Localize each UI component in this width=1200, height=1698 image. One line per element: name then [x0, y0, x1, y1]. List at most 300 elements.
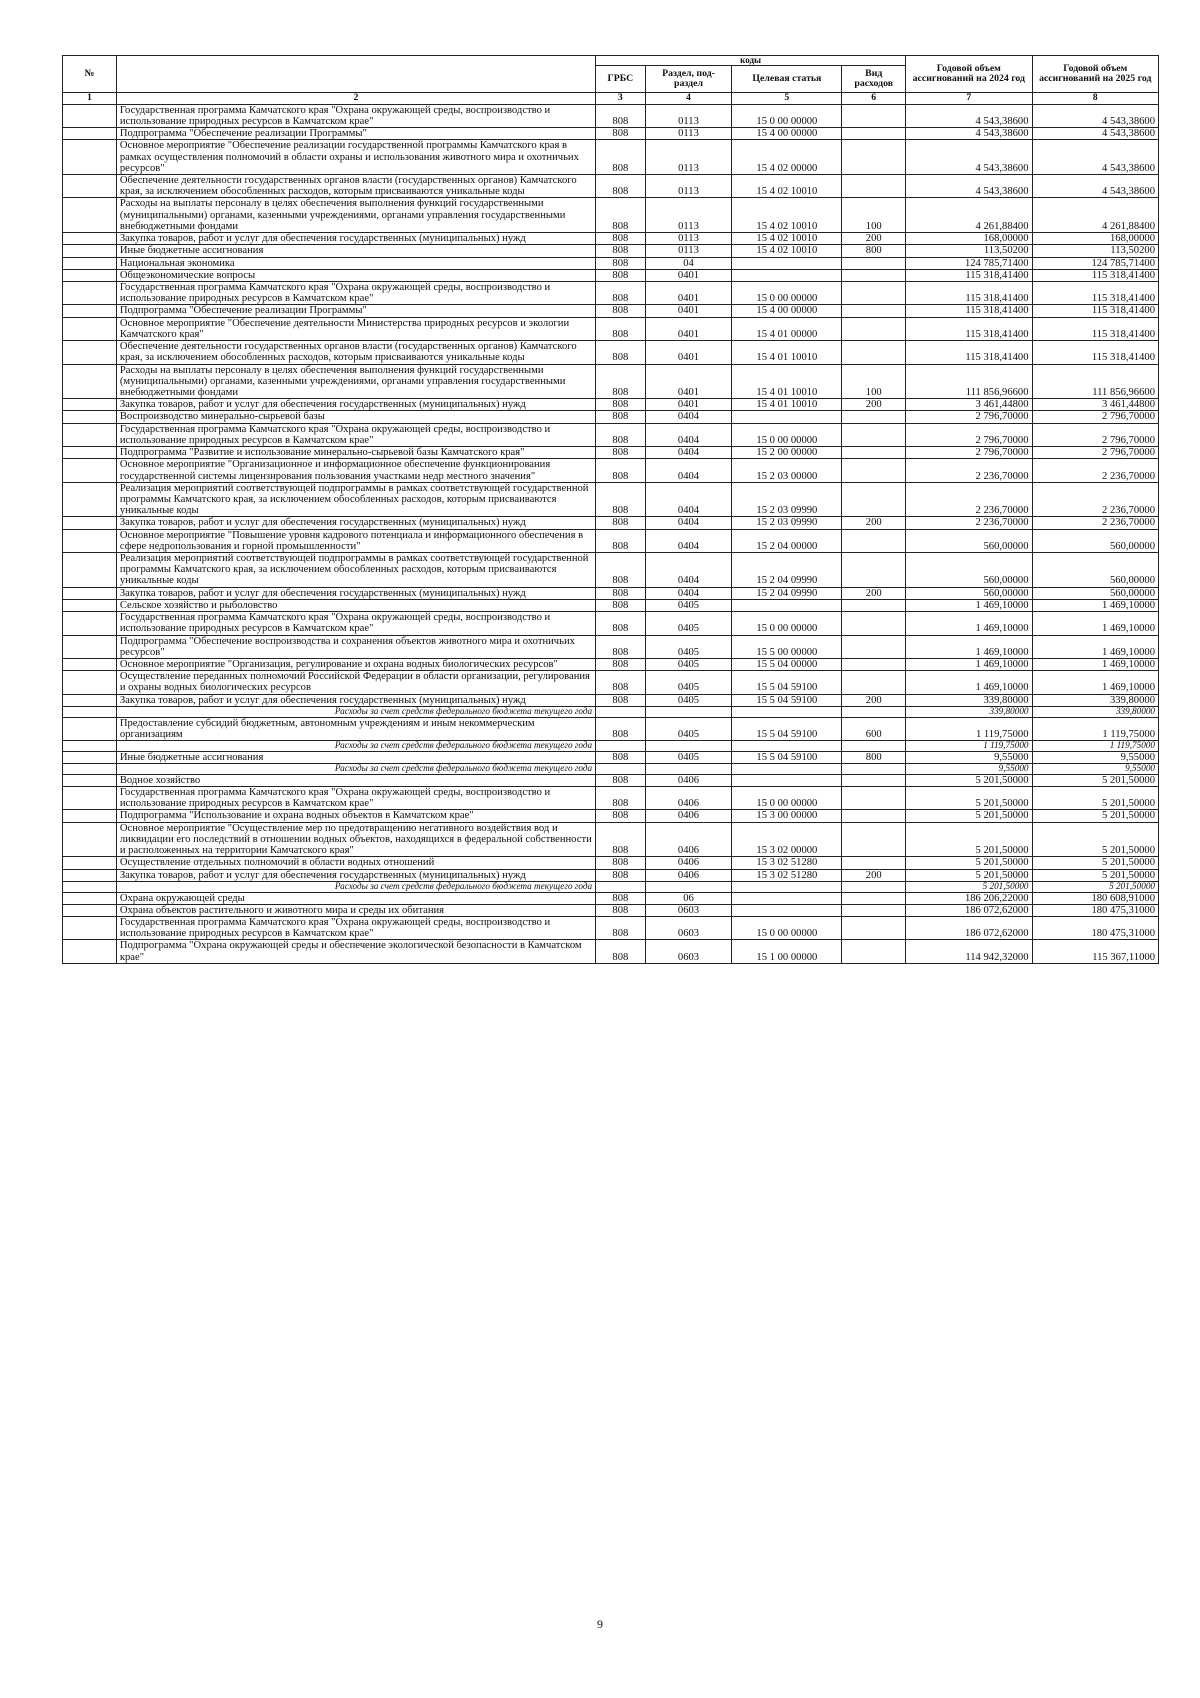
cell-desc: Закупка товаров, работ и услуг для обеспечения государственных (муниципальных) нужд: [116, 694, 595, 706]
cell-num: [63, 717, 117, 740]
cell-desc: Реализация мероприятий соответствующей подпрограммы в рамках соответствующей государственной программы Камчатского края, за исключением обособленных расходов, которым присваиваются уникальные коды: [116, 482, 595, 517]
cell-rz: 0401: [645, 305, 732, 317]
cell-v25: 168,00000: [1032, 233, 1158, 245]
cell-v25: 9,55000: [1032, 751, 1158, 763]
cell-grbs: 808: [596, 257, 645, 269]
cell-v24: 124 785,71400: [906, 257, 1032, 269]
cell-grbs: 808: [596, 659, 645, 671]
cell-vr: [842, 175, 906, 198]
cell-v25: 4 543,38600: [1032, 128, 1158, 140]
header-razdel: Раздел, под-раздел: [645, 66, 732, 93]
table-row: [63, 233, 1159, 245]
table-row: [63, 269, 1159, 281]
cell-num: [63, 104, 117, 127]
cell-v24: 5 201,50000: [906, 787, 1032, 810]
cell-num: [63, 175, 117, 198]
cell-num: [63, 423, 117, 446]
cell-v25: 5 201,50000: [1032, 881, 1158, 892]
cell-vr: [842, 257, 906, 269]
cell-v25: 339,80000: [1032, 694, 1158, 706]
cell-cs: 15 0 00 00000: [732, 612, 842, 635]
table-row: [63, 317, 1159, 340]
cell-v25: 1 119,75000: [1032, 741, 1158, 752]
header-grbs: ГРБС: [596, 66, 645, 93]
cell-v25: 180 475,31000: [1032, 904, 1158, 916]
cell-cs: 15 3 02 51280: [732, 869, 842, 881]
table-row: [63, 587, 1159, 599]
cell-grbs: 808: [596, 612, 645, 635]
cell-grbs: 808: [596, 140, 645, 175]
cell-rz: 0603: [645, 940, 732, 963]
cell-vr: [842, 269, 906, 281]
cell-v24: 1 469,10000: [906, 612, 1032, 635]
table-row: [63, 245, 1159, 257]
cell-num: [63, 599, 117, 611]
cell-desc: Государственная программа Камчатского края "Охрана окружающей среды, воспроизводство и использование природных ресурсов в Камчатском крае": [116, 423, 595, 446]
cell-num: [63, 364, 117, 399]
cell-cs: [732, 706, 842, 717]
cell-vr: [842, 341, 906, 364]
cell-vr: 200: [842, 869, 906, 881]
cell-cs: 15 4 02 10010: [732, 198, 842, 233]
cell-v24: 4 261,88400: [906, 198, 1032, 233]
cell-desc: Предоставление субсидий бюджетным, автономным учреждениям и иным некоммерческим организациям: [116, 717, 595, 740]
cell-vr: [842, 940, 906, 963]
table-row: [63, 810, 1159, 822]
cell-cs: 15 2 03 09990: [732, 482, 842, 517]
cell-num: [63, 245, 117, 257]
cell-v25: 115 318,41400: [1032, 305, 1158, 317]
cell-num: [63, 529, 117, 552]
table-row: [63, 717, 1159, 740]
cell-vr: [842, 553, 906, 588]
cell-rz: 0405: [645, 599, 732, 611]
cell-num: [63, 774, 117, 786]
cell-v25: 115 367,11000: [1032, 940, 1158, 963]
table-row: [63, 140, 1159, 175]
cell-v25: 1 469,10000: [1032, 659, 1158, 671]
cell-vr: [842, 916, 906, 939]
cell-v24: 2 236,70000: [906, 459, 1032, 482]
cell-cs: 15 4 02 00000: [732, 140, 842, 175]
cell-rz: 0406: [645, 869, 732, 881]
cell-grbs: 808: [596, 694, 645, 706]
cell-desc: Государственная программа Камчатского края "Охрана окружающей среды, воспроизводство и использование природных ресурсов в Камчатском крае": [116, 612, 595, 635]
cell-desc: Основное мероприятие "Организация, регулирование и охрана водных биологических ресурсов": [116, 659, 595, 671]
cell-num: [63, 140, 117, 175]
cell-vr: [842, 140, 906, 175]
table-row: [63, 659, 1159, 671]
colnum: 8: [1032, 93, 1158, 104]
cell-cs: 15 4 01 10010: [732, 399, 842, 411]
cell-v25: 124 785,71400: [1032, 257, 1158, 269]
table-row: [63, 529, 1159, 552]
cell-rz: 0405: [645, 612, 732, 635]
cell-grbs: 808: [596, 128, 645, 140]
cell-desc: Государственная программа Камчатского края "Охрана окружающей среды, воспроизводство и использование природных ресурсов в Камчатском крае": [116, 916, 595, 939]
cell-cs: [732, 904, 842, 916]
cell-cs: 15 3 02 00000: [732, 822, 842, 857]
cell-grbs: 808: [596, 751, 645, 763]
page-number: 9: [597, 1617, 603, 1631]
cell-v24: 5 201,50000: [906, 857, 1032, 869]
cell-v24: 115 318,41400: [906, 317, 1032, 340]
cell-cs: 15 5 04 59100: [732, 694, 842, 706]
header-vol2024: Годовой объем ассигнований на 2024 год: [906, 56, 1032, 93]
cell-v25: 1 469,10000: [1032, 599, 1158, 611]
cell-v24: 115 318,41400: [906, 305, 1032, 317]
colnum: 6: [842, 93, 906, 104]
cell-rz: 0401: [645, 399, 732, 411]
cell-num: [63, 822, 117, 857]
cell-v25: 2 796,70000: [1032, 423, 1158, 446]
cell-v24: 1 469,10000: [906, 671, 1032, 694]
table-row: [63, 612, 1159, 635]
table-row: [63, 671, 1159, 694]
cell-rz: 0406: [645, 822, 732, 857]
cell-num: [63, 706, 117, 717]
table-row: [63, 411, 1159, 423]
cell-cs: [732, 741, 842, 752]
cell-v24: 5 201,50000: [906, 774, 1032, 786]
cell-cs: 15 0 00 00000: [732, 423, 842, 446]
header-codes: коды: [596, 56, 906, 66]
cell-num: [63, 751, 117, 763]
cell-v25: 115 318,41400: [1032, 317, 1158, 340]
cell-desc: Расходы за счет средств федерального бюджета текущего года: [116, 741, 595, 752]
cell-v24: 4 543,38600: [906, 128, 1032, 140]
cell-rz: 0405: [645, 751, 732, 763]
cell-num: [63, 269, 117, 281]
cell-num: [63, 447, 117, 459]
cell-cs: [732, 774, 842, 786]
cell-v24: 560,00000: [906, 553, 1032, 588]
table-row: [63, 635, 1159, 658]
federal-funds-row: [63, 706, 1159, 717]
table-row: [63, 940, 1159, 963]
cell-desc: Государственная программа Камчатского края "Охрана окружающей среды, воспроизводство и использование природных ресурсов в Камчатском крае": [116, 104, 595, 127]
cell-vr: [842, 810, 906, 822]
cell-v24: 114 942,32000: [906, 940, 1032, 963]
cell-v25: 5 201,50000: [1032, 774, 1158, 786]
table-row: [63, 599, 1159, 611]
cell-vr: [842, 659, 906, 671]
cell-desc: Подпрограмма "Обеспечение реализации Программы": [116, 305, 595, 317]
cell-desc: Реализация мероприятий соответствующей подпрограммы в рамках соответствующей государственной программы Камчатского края, за исключением обособленных расходов, которым присваиваются уникальные коды: [116, 553, 595, 588]
cell-v24: 186 072,62000: [906, 904, 1032, 916]
cell-grbs: 808: [596, 822, 645, 857]
cell-num: [63, 517, 117, 529]
cell-cs: 15 5 04 59100: [732, 717, 842, 740]
cell-num: [63, 671, 117, 694]
cell-rz: 06: [645, 892, 732, 904]
cell-desc: Закупка товаров, работ и услуг для обеспечения государственных (муниципальных) нужд: [116, 587, 595, 599]
table-row: [63, 257, 1159, 269]
cell-v24: 2 236,70000: [906, 482, 1032, 517]
cell-cs: 15 4 01 10010: [732, 364, 842, 399]
cell-rz: 0405: [645, 694, 732, 706]
table-row: [63, 787, 1159, 810]
cell-v25: 5 201,50000: [1032, 857, 1158, 869]
cell-cs: 15 5 00 00000: [732, 635, 842, 658]
cell-cs: 15 3 02 51280: [732, 857, 842, 869]
cell-desc: Основное мероприятие "Обеспечение деятельности Министерства природных ресурсов и экологии Камчатского края": [116, 317, 595, 340]
cell-grbs: 808: [596, 599, 645, 611]
cell-grbs: [596, 741, 645, 752]
cell-grbs: 808: [596, 305, 645, 317]
cell-vr: [842, 305, 906, 317]
table-row: [63, 447, 1159, 459]
cell-desc: Подпрограмма "Охрана окружающей среды и обеспечение экологической безопасности в Камчатском крае": [116, 940, 595, 963]
cell-desc: Основное мероприятие "Осуществление мер по предотвращению негативного воздействия вод и ликвидации его последствий в отношении водных объектов, находящихся в федеральной собственности и расположенных на территории Камчатского края": [116, 822, 595, 857]
cell-vr: 600: [842, 717, 906, 740]
cell-rz: [645, 764, 732, 775]
cell-v24: 5 201,50000: [906, 869, 1032, 881]
cell-v24: 5 201,50000: [906, 822, 1032, 857]
cell-v25: 115 318,41400: [1032, 269, 1158, 281]
cell-v24: 186 206,22000: [906, 892, 1032, 904]
cell-cs: 15 4 02 10010: [732, 175, 842, 198]
cell-v24: 2 796,70000: [906, 423, 1032, 446]
cell-vr: [842, 128, 906, 140]
cell-rz: [645, 706, 732, 717]
cell-vr: [842, 612, 906, 635]
cell-v25: 4 261,88400: [1032, 198, 1158, 233]
cell-vr: [842, 447, 906, 459]
cell-grbs: 808: [596, 904, 645, 916]
cell-v25: 4 543,38600: [1032, 140, 1158, 175]
federal-funds-row: [63, 764, 1159, 775]
cell-vr: [842, 635, 906, 658]
table-row: [63, 904, 1159, 916]
cell-grbs: 808: [596, 198, 645, 233]
cell-rz: 0405: [645, 671, 732, 694]
table-row: [63, 459, 1159, 482]
cell-v24: 560,00000: [906, 587, 1032, 599]
cell-grbs: 808: [596, 341, 645, 364]
cell-grbs: [596, 881, 645, 892]
cell-cs: 15 4 02 10010: [732, 233, 842, 245]
cell-num: [63, 764, 117, 775]
header-desc: [116, 56, 595, 93]
cell-num: [63, 198, 117, 233]
cell-v25: 2 236,70000: [1032, 482, 1158, 517]
cell-vr: 200: [842, 587, 906, 599]
cell-v25: 1 119,75000: [1032, 717, 1158, 740]
cell-vr: 800: [842, 245, 906, 257]
table-row: [63, 423, 1159, 446]
cell-num: [63, 635, 117, 658]
cell-grbs: 808: [596, 245, 645, 257]
cell-v25: 5 201,50000: [1032, 787, 1158, 810]
cell-v25: 111 856,96600: [1032, 364, 1158, 399]
cell-v24: 5 201,50000: [906, 881, 1032, 892]
cell-num: [63, 257, 117, 269]
cell-rz: 0405: [645, 717, 732, 740]
cell-v25: 5 201,50000: [1032, 869, 1158, 881]
cell-v25: 2 796,70000: [1032, 411, 1158, 423]
cell-num: [63, 892, 117, 904]
cell-grbs: 808: [596, 774, 645, 786]
cell-v25: 560,00000: [1032, 553, 1158, 588]
cell-cs: 15 5 04 59100: [732, 671, 842, 694]
cell-cs: 15 5 04 00000: [732, 659, 842, 671]
cell-desc: Расходы на выплаты персоналу в целях обеспечения выполнения функций государственными (муниципальными) органами, казенными учреждениями, органами управления государственными внебюджетными фондами: [116, 198, 595, 233]
table-row: [63, 553, 1159, 588]
cell-v24: 2 796,70000: [906, 411, 1032, 423]
cell-cs: 15 2 03 00000: [732, 459, 842, 482]
cell-v25: 5 201,50000: [1032, 822, 1158, 857]
cell-vr: 200: [842, 517, 906, 529]
cell-vr: [842, 459, 906, 482]
cell-cs: 15 4 00 00000: [732, 128, 842, 140]
table-row: [63, 916, 1159, 939]
cell-rz: 0404: [645, 459, 732, 482]
cell-desc: Воспроизводство минерально-сырьевой базы: [116, 411, 595, 423]
cell-num: [63, 787, 117, 810]
cell-desc: Закупка товаров, работ и услуг для обеспечения государственных (муниципальных) нужд: [116, 233, 595, 245]
cell-rz: 0401: [645, 364, 732, 399]
cell-cs: [732, 257, 842, 269]
cell-rz: 0113: [645, 175, 732, 198]
cell-grbs: 808: [596, 940, 645, 963]
cell-rz: 0401: [645, 269, 732, 281]
table-row: [63, 104, 1159, 127]
cell-vr: [842, 904, 906, 916]
cell-v25: 5 201,50000: [1032, 810, 1158, 822]
cell-v25: 1 469,10000: [1032, 635, 1158, 658]
cell-cs: [732, 892, 842, 904]
cell-desc: Закупка товаров, работ и услуг для обеспечения государственных (муниципальных) нужд: [116, 869, 595, 881]
cell-v24: 1 119,75000: [906, 741, 1032, 752]
cell-cs: 15 0 00 00000: [732, 787, 842, 810]
cell-desc: Расходы за счет средств федерального бюджета текущего года: [116, 764, 595, 775]
cell-cs: 15 3 00 00000: [732, 810, 842, 822]
cell-num: [63, 940, 117, 963]
colnum: 5: [732, 93, 842, 104]
cell-vr: 200: [842, 694, 906, 706]
cell-v24: 115 318,41400: [906, 269, 1032, 281]
cell-v25: 9,55000: [1032, 764, 1158, 775]
cell-num: [63, 482, 117, 517]
cell-v24: 2 236,70000: [906, 517, 1032, 529]
cell-v24: 115 318,41400: [906, 341, 1032, 364]
cell-cs: 15 0 00 00000: [732, 282, 842, 305]
table-row: [63, 892, 1159, 904]
cell-rz: 0404: [645, 447, 732, 459]
cell-cs: 15 4 00 00000: [732, 305, 842, 317]
table-row: [63, 517, 1159, 529]
cell-v24: 339,80000: [906, 706, 1032, 717]
table-row: [63, 305, 1159, 317]
cell-num: [63, 411, 117, 423]
colnum: 1: [63, 93, 117, 104]
cell-grbs: 808: [596, 459, 645, 482]
cell-desc: Закупка товаров, работ и услуг для обеспечения государственных (муниципальных) нужд: [116, 517, 595, 529]
cell-rz: 0113: [645, 128, 732, 140]
header-vol2025: Годовой объем ассигнований на 2025 год: [1032, 56, 1158, 93]
cell-cs: 15 4 01 00000: [732, 317, 842, 340]
cell-rz: 0404: [645, 587, 732, 599]
cell-v24: 5 201,50000: [906, 810, 1032, 822]
cell-cs: 15 2 04 09990: [732, 587, 842, 599]
cell-num: [63, 459, 117, 482]
cell-v25: 2 236,70000: [1032, 459, 1158, 482]
cell-vr: [842, 282, 906, 305]
cell-v25: 4 543,38600: [1032, 175, 1158, 198]
cell-rz: 0405: [645, 659, 732, 671]
cell-grbs: 808: [596, 857, 645, 869]
cell-vr: 800: [842, 751, 906, 763]
cell-v25: 1 469,10000: [1032, 612, 1158, 635]
cell-rz: 0603: [645, 904, 732, 916]
cell-vr: [842, 411, 906, 423]
cell-desc: Подпрограмма "Обеспечение воспроизводства и сохранения объектов животного мира и охотничьих ресурсов": [116, 635, 595, 658]
cell-cs: 15 2 03 09990: [732, 517, 842, 529]
cell-num: [63, 341, 117, 364]
cell-rz: 0401: [645, 317, 732, 340]
cell-v24: 9,55000: [906, 764, 1032, 775]
cell-rz: 0406: [645, 857, 732, 869]
cell-vr: [842, 423, 906, 446]
cell-v25: 560,00000: [1032, 587, 1158, 599]
table-row: [63, 822, 1159, 857]
cell-v24: 3 461,44800: [906, 399, 1032, 411]
cell-grbs: 808: [596, 482, 645, 517]
cell-v24: 168,00000: [906, 233, 1032, 245]
cell-v25: 3 461,44800: [1032, 399, 1158, 411]
cell-grbs: 808: [596, 587, 645, 599]
cell-v25: 113,50200: [1032, 245, 1158, 257]
cell-rz: 0401: [645, 282, 732, 305]
cell-v24: 4 543,38600: [906, 140, 1032, 175]
cell-vr: [842, 892, 906, 904]
cell-cs: 15 2 04 00000: [732, 529, 842, 552]
cell-rz: 0603: [645, 916, 732, 939]
cell-vr: 100: [842, 364, 906, 399]
cell-v25: 4 543,38600: [1032, 104, 1158, 127]
cell-desc: Основное мероприятие "Обеспечение реализации государственной программы Камчатского края в рамках осуществления полномочий в области охраны и использования животного мира и охотничьих ресурсов": [116, 140, 595, 175]
table-body: [63, 104, 1159, 963]
cell-grbs: 808: [596, 553, 645, 588]
cell-v24: 111 856,96600: [906, 364, 1032, 399]
header-num: №: [63, 56, 117, 93]
cell-desc: Подпрограмма "Развитие и использование минерально-сырьевой базы Камчатского края": [116, 447, 595, 459]
header-row-colnums: [63, 93, 1159, 104]
cell-rz: 0404: [645, 423, 732, 446]
table-row: [63, 364, 1159, 399]
table-row: [63, 774, 1159, 786]
cell-grbs: 808: [596, 869, 645, 881]
cell-num: [63, 881, 117, 892]
cell-num: [63, 553, 117, 588]
cell-v25: 115 318,41400: [1032, 341, 1158, 364]
cell-v24: 113,50200: [906, 245, 1032, 257]
cell-desc: Расходы на выплаты персоналу в целях обеспечения выполнения функций государственными (муниципальными) органами, казенными учреждениями, органами управления государственными внебюджетными фондами: [116, 364, 595, 399]
cell-rz: 0404: [645, 411, 732, 423]
cell-grbs: [596, 706, 645, 717]
cell-rz: [645, 741, 732, 752]
cell-grbs: 808: [596, 787, 645, 810]
cell-vr: [842, 482, 906, 517]
cell-grbs: 808: [596, 717, 645, 740]
cell-grbs: 808: [596, 269, 645, 281]
cell-cs: 15 2 04 09990: [732, 553, 842, 588]
cell-desc: Обеспечение деятельности государственных органов власти (государственных органов) Камчатского края, за исключением обособленных расходов, которым присваиваются уникальные коды: [116, 341, 595, 364]
cell-vr: [842, 706, 906, 717]
cell-v24: 1 469,10000: [906, 599, 1032, 611]
cell-desc: Государственная программа Камчатского края "Охрана окружающей среды, воспроизводство и использование природных ресурсов в Камчатском крае": [116, 282, 595, 305]
